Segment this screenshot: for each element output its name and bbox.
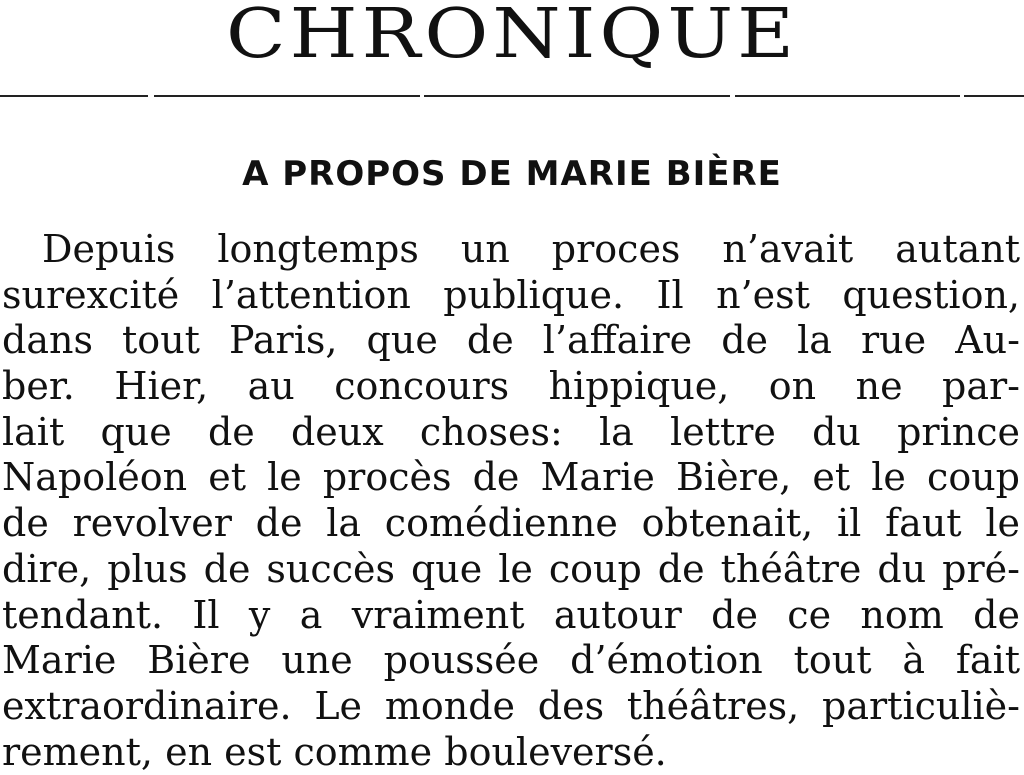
article-line: Marie Bière une poussée d’émotion tout à fait <box>2 638 1020 683</box>
article-line: Napoléon et le procès de Marie Bière, et le coup <box>2 455 1020 500</box>
rule-break <box>730 94 735 97</box>
article-line: extraordinaire. Le monde des théâtres, particuliè- <box>2 683 1020 728</box>
article-line: lait que de deux choses: la lettre du prince <box>2 409 1020 454</box>
article-line: de revolver de la comédienne obtenait, il faut le <box>2 501 1020 546</box>
article-line: ber. Hier, au concours hippique, on ne par- <box>2 364 1020 409</box>
article-line: dans tout Paris, que de l’affaire de la rue Au- <box>2 318 1020 363</box>
article-line: dire, plus de succès que le coup de théâtre du pré- <box>2 546 1020 591</box>
article-body <box>2 227 1020 775</box>
masthead-title: CHRONIQUE <box>225 0 799 74</box>
article-line: rement, en est comme bouleversé. <box>2 729 667 774</box>
rule-break <box>960 94 964 97</box>
article-headline: A PROPOS DE MARIE BIÈRE <box>242 154 782 194</box>
article-line: tendant. Il y a vraiment autour de ce nom de <box>2 592 1020 637</box>
article-line: surexcité l’attention publique. Il n’est question, <box>2 272 1020 317</box>
rule-break <box>420 94 424 97</box>
rule-break <box>148 94 154 97</box>
article-line: Depuis longtemps un proces n’avait autant <box>42 227 1020 271</box>
